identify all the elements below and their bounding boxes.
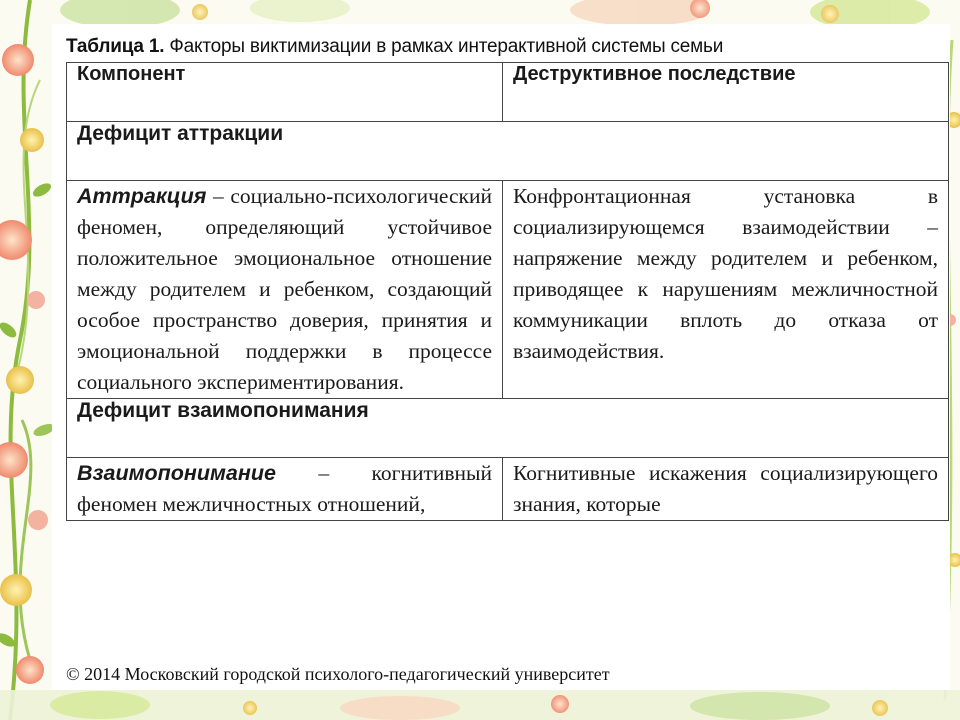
table-row [67,458,949,521]
component-term: Взаимопонимание [77,461,276,485]
table-header-row [67,63,949,122]
component-cell [67,458,503,521]
victimization-factors-table [66,62,949,521]
table-caption-text: Факторы виктимизации в рамках интерактивной системы семьи [169,36,724,57]
component-text: – социально-психологический феномен, определяющий устойчивое положительное эмоциональное отношение между родителем и ребенком, создающий особое пространство доверия, принятия и эмоциональной поддержки в процессе социального экспериментирования. [77,184,492,394]
table-caption-label: Таблица 1. [66,36,165,57]
consequence-cell: Конфронтационная установка в социализирующемся взаимодействии – напряжение между родителем и ребенком, приводящее к нарушениям межличностной коммуникации вплоть до отказа от взаимодействия. [503,181,949,399]
copyright-footer: © 2014 Московский городской психолого-педагогический университет [66,664,610,684]
section-title: Дефицит взаимопонимания [67,399,949,458]
header-component: Компонент [67,63,503,122]
component-cell [67,181,503,399]
header-consequence: Деструктивное последствие [503,63,949,122]
table-row [67,181,949,399]
table-caption [66,36,723,58]
consequence-cell: Когнитивные искажения социализирующего знания, которые [503,458,949,521]
document-sheet [52,24,950,690]
component-text: – когнитивный феномен межличностных отношений, [77,461,492,516]
component-term: Аттракция [77,184,207,208]
section-row [67,399,949,458]
section-title: Дефицит аттракции [67,122,949,181]
section-row [67,122,949,181]
